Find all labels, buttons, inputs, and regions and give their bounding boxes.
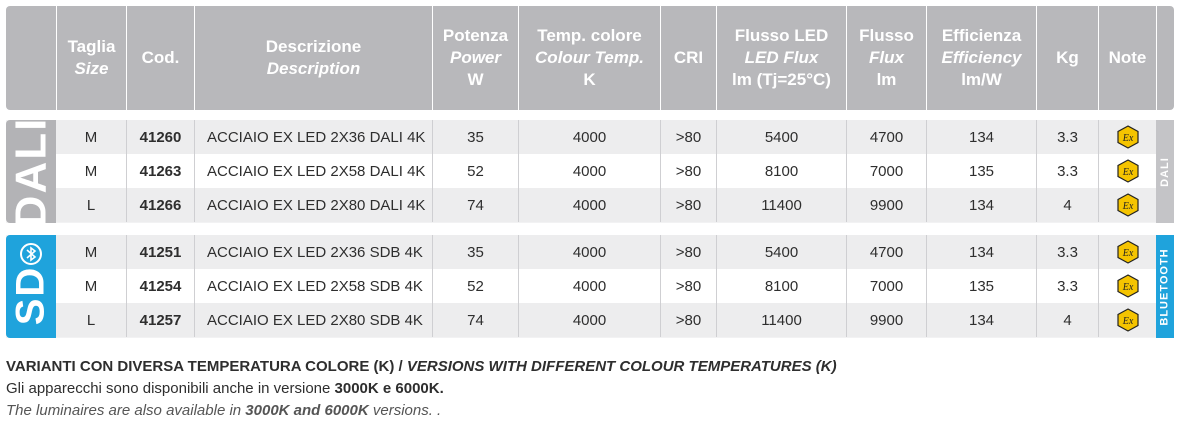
footer-line-en-pre: The luminaires are also available in [6, 402, 246, 419]
cell-size: M [84, 243, 98, 261]
cell-code: 41251 [126, 235, 194, 269]
cell-flux: 9900 [846, 188, 926, 222]
cell-flux: 9900 [846, 303, 926, 337]
header-power-it: Potenza [442, 26, 509, 45]
cell-led-flux: 5400 [716, 235, 846, 269]
cell-temp: 4000 [518, 154, 660, 188]
footer-line-en [6, 400, 1176, 422]
cell-description: ACCIAIO EX LED 2X58 SDB 4K [194, 269, 432, 303]
header-efficiency-en: Efficiency [941, 48, 1022, 67]
cell-efficiency: 134 [926, 120, 1036, 154]
cell-size: M [84, 277, 98, 295]
svg-text:Ex: Ex [1122, 316, 1133, 327]
header-description-it: Descrizione [265, 37, 362, 56]
cell-power: 74 [432, 188, 518, 222]
cell-code: 41260 [126, 120, 194, 154]
cell-flux: 4700 [846, 235, 926, 269]
header-led-flux-unit: lm (Tj=25°C) [732, 70, 831, 89]
footer-line-it [6, 378, 1176, 400]
header-flux-en: Flux [869, 48, 904, 67]
cell-size: L [86, 311, 96, 329]
header-flux-unit: lm [876, 70, 897, 89]
cell-kg: 3.3 [1036, 269, 1098, 303]
sd-side-text: SD [8, 265, 53, 326]
header-led-flux-it: Flusso LED [734, 26, 829, 45]
cell-description: ACCIAIO EX LED 2X80 SDB 4K [194, 303, 432, 337]
header-power-en: Power [449, 48, 502, 67]
header-power [432, 6, 518, 110]
footer-title-en: VERSIONS WITH DIFFERENT COLOUR TEMPERATURES (K) [406, 358, 837, 375]
svg-text:Ex: Ex [1122, 167, 1133, 178]
cell-efficiency: 134 [926, 303, 1036, 337]
bluetooth-icon [20, 243, 42, 265]
header-cri-label: CRI [673, 48, 704, 67]
footer-notes [6, 356, 1176, 422]
table-row [56, 303, 1156, 337]
header-flux [846, 6, 926, 110]
cell-power: 35 [432, 120, 518, 154]
header-note-label: Note [1108, 48, 1147, 67]
bluetooth-right-text: BLUETOOTH [1159, 247, 1171, 326]
ex-atex-icon [1116, 159, 1140, 183]
ex-atex-icon [1116, 240, 1140, 264]
cell-kg: 4 [1036, 188, 1098, 222]
cell-temp: 4000 [518, 235, 660, 269]
footer-line-it-bold: 3000K e 6000K. [334, 380, 444, 397]
header-kg [1036, 6, 1098, 110]
header-led-flux-en: LED Flux [744, 48, 819, 67]
cell-code: 41263 [126, 154, 194, 188]
cell-flux: 7000 [846, 269, 926, 303]
cell-efficiency: 135 [926, 154, 1036, 188]
cell-led-flux: 8100 [716, 154, 846, 188]
header-colour-temp [518, 6, 660, 110]
cell-temp: 4000 [518, 303, 660, 337]
cell-description: ACCIAIO EX LED 2X58 DALI 4K [194, 154, 432, 188]
header-description [194, 6, 432, 110]
sd-side-label [6, 235, 56, 338]
header-colour-temp-en: Colour Temp. [535, 48, 644, 67]
cell-power: 35 [432, 235, 518, 269]
table-row [56, 269, 1156, 303]
dali-side-text: DALI [6, 116, 55, 227]
svg-text:Ex: Ex [1122, 133, 1133, 144]
cell-note [1098, 235, 1156, 269]
svg-text:Ex: Ex [1122, 248, 1133, 259]
header-kg-label: Kg [1056, 48, 1079, 67]
header-size-it: Taglia [67, 37, 116, 56]
header-note [1098, 6, 1156, 110]
cell-note [1098, 154, 1156, 188]
svg-text:Ex: Ex [1122, 282, 1133, 293]
footer-line-en-bold: 3000K and 6000K [245, 402, 369, 419]
header-description-en: Description [266, 59, 361, 78]
header-cri [660, 6, 716, 110]
footer-line-it-pre: Gli apparecchi sono disponibili anche in versione [6, 380, 335, 397]
cell-led-flux: 11400 [716, 303, 846, 337]
cell-efficiency: 134 [926, 235, 1036, 269]
cell-size: M [84, 128, 98, 146]
ex-atex-icon [1116, 193, 1140, 217]
cell-code: 41257 [126, 303, 194, 337]
footer-title [6, 356, 1176, 378]
header-led-flux [716, 6, 846, 110]
header-size-en: Size [74, 59, 109, 78]
header-right-spacer [1156, 6, 1174, 110]
cell-power: 52 [432, 154, 518, 188]
ex-atex-icon [1116, 125, 1140, 149]
dali-right-text: DALI [1159, 156, 1172, 187]
table-row [56, 235, 1156, 269]
cell-note [1098, 188, 1156, 222]
group-dali [6, 116, 1174, 227]
cell-kg: 3.3 [1036, 154, 1098, 188]
header-colour-temp-unit: K [583, 70, 596, 89]
cell-cri: >80 [660, 269, 716, 303]
footer-line-en-post: versions. . [368, 402, 442, 419]
footer-title-it: VARIANTI CON DIVERSA TEMPERATURA COLORE (K) [6, 358, 395, 375]
header-colour-temp-it: Temp. colore [537, 26, 642, 45]
group-bluetooth [6, 235, 1174, 338]
cell-code: 41266 [126, 188, 194, 222]
table-row [56, 154, 1156, 188]
header-power-unit: W [467, 70, 484, 89]
bluetooth-right-label [1156, 235, 1174, 338]
cell-kg: 3.3 [1036, 120, 1098, 154]
cell-description: ACCIAIO EX LED 2X80 DALI 4K [194, 188, 432, 222]
ex-atex-icon [1116, 308, 1140, 332]
dali-side-label [6, 116, 56, 227]
table-row [56, 188, 1156, 222]
cell-code: 41254 [126, 269, 194, 303]
cell-power: 52 [432, 269, 518, 303]
cell-size: L [86, 196, 96, 214]
cell-size: M [84, 162, 98, 180]
header-code-label: Cod. [141, 48, 180, 67]
svg-text:Ex: Ex [1122, 201, 1133, 212]
cell-description: ACCIAIO EX LED 2X36 DALI 4K [194, 120, 432, 154]
header-flux-it: Flusso [859, 26, 914, 45]
header-efficiency-unit: lm/W [961, 70, 1002, 89]
cell-led-flux: 11400 [716, 188, 846, 222]
cell-cri: >80 [660, 120, 716, 154]
cell-cri: >80 [660, 154, 716, 188]
cell-note [1098, 120, 1156, 154]
header-code [126, 6, 194, 110]
cell-flux: 7000 [846, 154, 926, 188]
cell-efficiency: 134 [926, 188, 1036, 222]
cell-led-flux: 5400 [716, 120, 846, 154]
footer-title-separator: / [394, 358, 407, 375]
cell-description: ACCIAIO EX LED 2X36 SDB 4K [194, 235, 432, 269]
table-row [56, 120, 1156, 154]
cell-cri: >80 [660, 188, 716, 222]
header-size [56, 6, 126, 110]
cell-flux: 4700 [846, 120, 926, 154]
cell-note [1098, 269, 1156, 303]
cell-kg: 4 [1036, 303, 1098, 337]
ex-atex-icon [1116, 274, 1140, 298]
cell-note [1098, 303, 1156, 337]
cell-temp: 4000 [518, 120, 660, 154]
header-efficiency-it: Efficienza [941, 26, 1022, 45]
cell-power: 74 [432, 303, 518, 337]
cell-led-flux: 8100 [716, 269, 846, 303]
cell-efficiency: 135 [926, 269, 1036, 303]
header-efficiency [926, 6, 1036, 110]
table-header [6, 6, 1174, 110]
cell-kg: 3.3 [1036, 235, 1098, 269]
cell-cri: >80 [660, 303, 716, 337]
cell-cri: >80 [660, 235, 716, 269]
cell-temp: 4000 [518, 269, 660, 303]
cell-temp: 4000 [518, 188, 660, 222]
dali-right-label [1156, 120, 1174, 223]
